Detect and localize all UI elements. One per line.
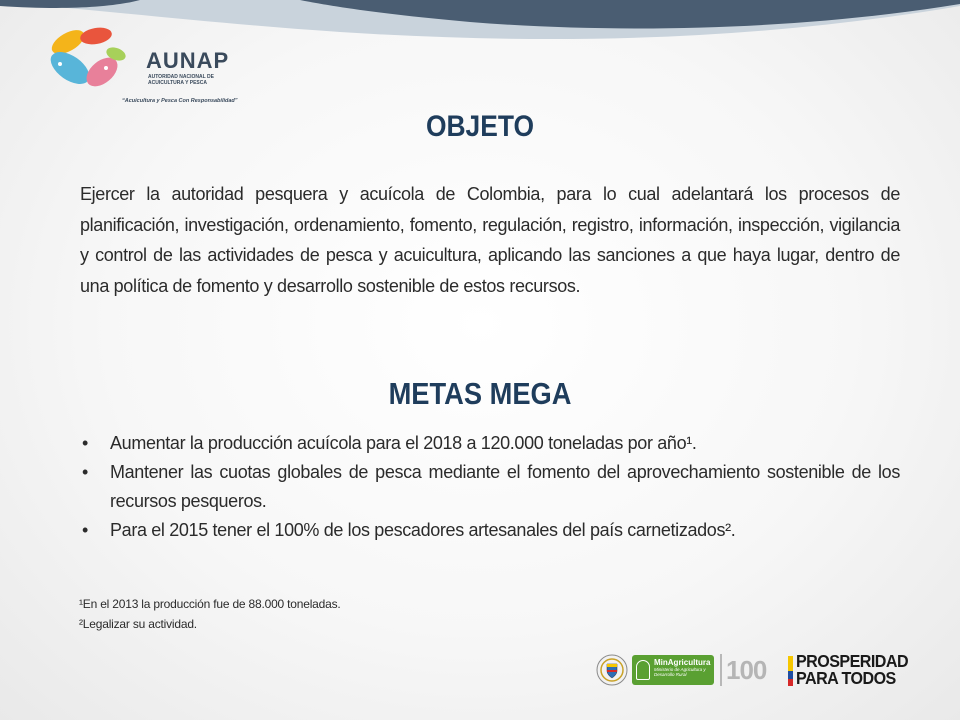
metas-item-text: Para el 2015 tener el 100% de los pescadores artesanales del país carnetizados². [110,520,736,540]
ministry-name: MinAgricultura [654,658,711,667]
colombia-flag-bar [788,656,793,686]
metas-list-item [80,458,900,516]
metas-list [80,429,900,545]
brand-subtitle: AUTORIDAD NACIONAL DE ACUICULTURA Y PESCA [148,74,214,86]
footnotes [79,594,341,634]
metas-item-text: Aumentar la producción acuícola para el 2018 a 120.000 toneladas por año¹. [110,433,697,453]
national-seal-icon [596,654,628,686]
prosperidad-line-2: PARA TODOS [796,668,896,688]
prosperidad-line-1: PROSPERIDAD [796,651,909,671]
ministry-description: Ministerio de Agricultura y Desarrollo Rural [654,667,706,677]
brand-slogan: “Acuicultura y Pesca Con Responsabilidad” [122,98,238,104]
bullet-icon: • [82,520,88,540]
prosperidad-logo [796,653,908,687]
centenary-logo: 100 [726,655,767,685]
fish-logo-icon [40,18,140,98]
minagricultura-logo [632,655,714,685]
bullet-icon: • [82,433,88,453]
metas-heading: METAS MEGA [388,376,572,411]
bullet-icon: • [82,462,88,482]
objeto-heading: OBJETO [425,110,535,143]
metas-item-text: Mantener las cuotas globales de pesca mediante el fomento del aprovechamiento sostenible de los recursos pesqueros. [110,462,900,511]
objeto-paragraph: Ejercer la autoridad pesquera y acuícola de Colombia, para lo cual adelantará los procesos de planificación, investigación, ordenamiento, fomento, regulación, registro, información, inspección, vigilancia y control de las actividades de pesca y acuicultura, aplicando las sanciones a que haya lugar, dentro de una política de fomento y desarrollo sostenible de estos recursos. [80,184,900,296]
metas-list-item [80,516,900,545]
metas-list-item [80,429,900,458]
logo-separator [720,654,722,686]
institutional-logos [596,652,926,692]
aunap-logo [40,18,260,104]
footnote-1: ¹En el 2013 la producción fue de 88.000 toneladas. [79,597,341,611]
ministry-emblem-icon [636,660,650,680]
brand-name: AUNAP [146,48,230,73]
footnote-2: ²Legalizar su actividad. [79,617,197,631]
